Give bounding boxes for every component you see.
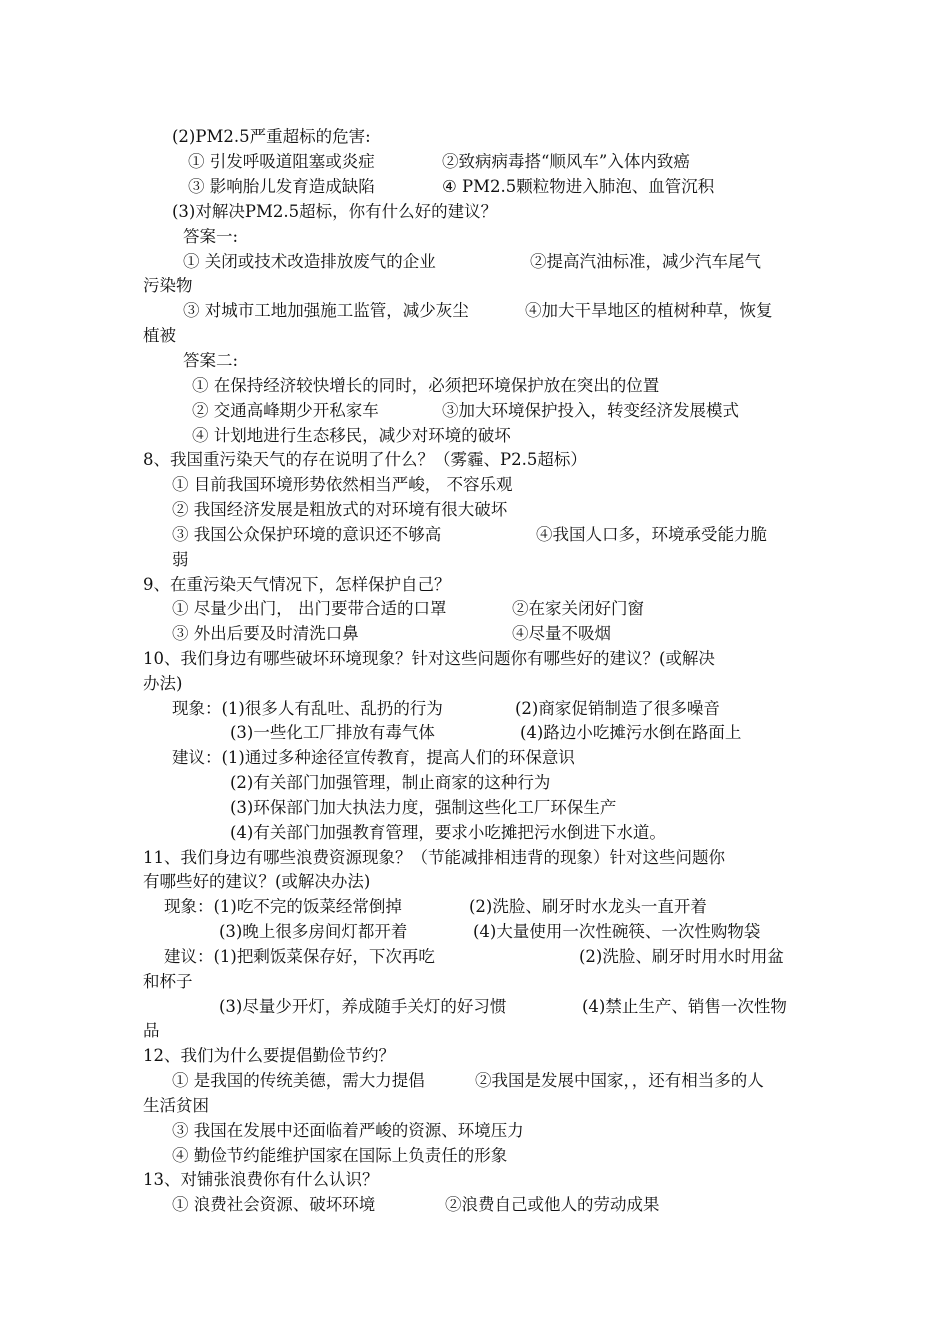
text-line: (3)环保部门加大执法力度，强制这些化工厂环保生产 [230, 798, 617, 817]
text-line: 12、我们为什么要提倡勤俭节约？ [143, 1046, 395, 1065]
text-line: ④ PM2.5颗粒物进入肺泡、血管沉积 [442, 177, 715, 196]
text-line: 现象：(1)吃不完的饭菜经常倒掉 [164, 897, 402, 916]
text-line: ④ 勤俭节约能维护国家在国际上负责任的形象 [172, 1146, 508, 1165]
text-line: (2)PM2.5严重超标的危害: [172, 127, 371, 146]
text-line: (2)有关部门加强管理，制止商家的这种行为 [230, 773, 551, 792]
text-line: ③加大环境保护投入，转变经济发展模式 [442, 401, 739, 420]
text-line: ②浪费自己或他人的劳动成果 [445, 1195, 660, 1214]
text-line: 答案一: [183, 227, 239, 246]
text-line: ②我国是发展中国家，，还有相当多的人 [475, 1071, 764, 1090]
text-line: 9、在重污染天气情况下，怎样保护自己？ [143, 575, 451, 594]
text-line: 和杯子 [143, 972, 193, 991]
text-line: (3)尽量少开灯，养成随手关灯的好习惯 [219, 997, 507, 1016]
text-line: (2)洗脸、刷牙时用水时用盆 [579, 947, 784, 966]
text-line: ③ 我国在发展中还面临着严峻的资源、环境压力 [172, 1121, 524, 1140]
text-line: ②在家关闭好门窗 [512, 599, 644, 618]
text-line: ③ 影响胎儿发育造成缺陷 [188, 177, 375, 196]
text-line: ② 交通高峰期少开私家车 [192, 401, 379, 420]
text-line: ④加大干旱地区的植树种草，恢复 [525, 301, 773, 320]
text-line: ① 目前我国环境形势依然相当严峻， 不容乐观 [172, 475, 513, 494]
text-line: ④ 计划地进行生态移民，减少对环境的破坏 [192, 426, 511, 445]
text-line: (2)商家促销制造了很多噪音 [515, 699, 720, 718]
text-line: (3)晚上很多房间灯都开着 [219, 922, 408, 941]
text-line: 办法) [143, 674, 183, 693]
text-line: ③ 外出后要及时清洗口鼻 [172, 624, 359, 643]
text-line: (3)对解决PM2.5超标，你有什么好的建议？ [172, 202, 498, 221]
text-line: (2)洗脸、刷牙时水龙头一直开着 [469, 897, 707, 916]
text-line: ① 引发呼吸道阻塞或炎症 [188, 152, 375, 171]
text-line: 建议：(1)把剩饭菜保存好，下次再吃 [164, 947, 435, 966]
text-line: (4)禁止生产、销售一次性物 [582, 997, 787, 1016]
text-line: 有哪些好的建议？(或解决办法) [143, 872, 371, 891]
text-line: 8、我国重污染天气的存在说明了什么？（雾霾、P2.5超标） [143, 450, 587, 469]
text-line: 弱 [172, 550, 189, 569]
text-line: 污染物 [143, 276, 193, 295]
text-line: ① 是我国的传统美德，需大力提倡 [172, 1071, 425, 1090]
text-line: 生活贫困 [143, 1096, 209, 1115]
text-line: ① 浪费社会资源、破坏环境 [172, 1195, 376, 1214]
text-line: 现象：(1)很多人有乱吐、乱扔的行为 [172, 699, 443, 718]
text-line: ④我国人口多，环境承受能力脆 [536, 525, 767, 544]
text-line: ②提高汽油标准，减少汽车尾气 [530, 252, 761, 271]
text-line: 品 [143, 1021, 160, 1040]
text-line: (4)大量使用一次性碗筷、一次性购物袋 [473, 922, 761, 941]
text-line: ① 尽量少出门， 出门要带合适的口罩 [172, 599, 447, 618]
text-line: 11、我们身边有哪些浪费资源现象？（节能减排相违背的现象）针对这些问题你 [143, 848, 725, 867]
text-line: ②致病病毒搭“顺风车”入体内致癌 [442, 152, 690, 171]
text-line: ④尽量不吸烟 [512, 624, 611, 643]
text-line: (4)路边小吃摊污水倒在路面上 [520, 723, 742, 742]
text-line: 10、我们身边有哪些破坏环境现象？针对这些问题你有哪些好的建议？(或解决 [143, 649, 715, 668]
text-line: ② 我国经济发展是粗放式的对环境有很大破坏 [172, 500, 508, 519]
text-line: 答案二: [183, 351, 239, 370]
text-line: ① 关闭或技术改造排放废气的企业 [183, 252, 436, 271]
text-line: ③ 我国公众保护环境的意识还不够高 [172, 525, 442, 544]
text-line: 植被 [143, 326, 176, 345]
text-line: ① 在保持经济较快增长的同时，必须把环境保护放在突出的位置 [192, 376, 660, 395]
text-line: 建议：(1)通过多种途径宣传教育，提高人们的环保意识 [172, 748, 575, 767]
text-line: (3)一些化工厂排放有毒气体 [230, 723, 435, 742]
text-line: (4)有关部门加强教育管理，要求小吃摊把污水倒进下水道。 [230, 823, 666, 842]
text-line: ③ 对城市工地加强施工监管，减少灰尘 [183, 301, 469, 320]
text-line: 13、对铺张浪费你有什么认识？ [143, 1170, 379, 1189]
